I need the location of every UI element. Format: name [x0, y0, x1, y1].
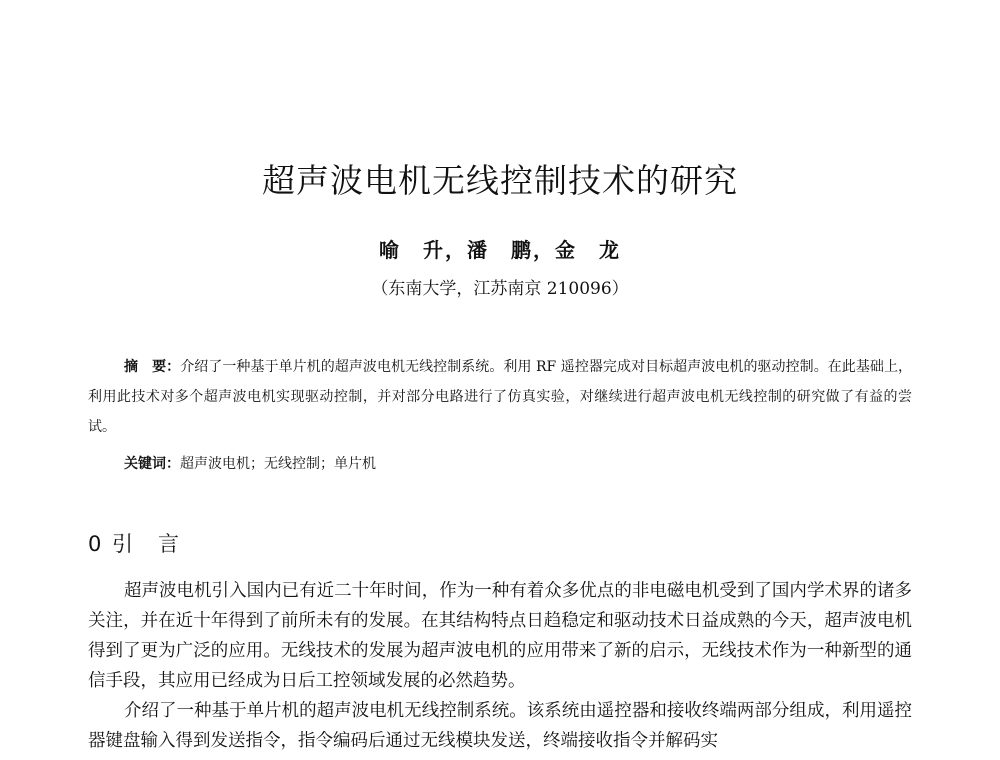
- abstract: [88, 352, 912, 442]
- body-paragraph: 超声波电机引入国内已有近二十年时间，作为一种有着众多优点的非电磁电机受到了国内学术界的诸多关注，并在近十年得到了前所未有的发展。在其结构特点日趋稳定和驱动技术日益成熟的今天，超声波电机得到了更为广泛的应用。无线技术的发展为超声波电机的应用带来了新的启示，无线技术作为一种新型的通信手段，其应用已经成为日后工控领域发展的必然趋势。: [88, 581, 912, 691]
- section-heading-introduction: 0 引 言: [88, 532, 182, 556]
- body-paragraph: 介绍了一种基于单片机的超声波电机无线控制系统。该系统由遥控器和接收终端两部分组成，利用遥控器键盘输入得到发送指令，指令编码后通过无线模块发送，终端接收指令并解码实: [88, 701, 912, 751]
- author-affiliation: （东南大学，江苏南京 210096）: [371, 279, 629, 299]
- author-list: 喻 升，潘 鹏，金 龙: [379, 238, 621, 262]
- keywords: [124, 452, 912, 476]
- paper-title: 超声波电机无线控制技术的研究: [262, 161, 738, 200]
- keywords-text: 超声波电机；无线控制；单片机: [180, 456, 376, 472]
- keywords-label: 关键词：: [124, 456, 180, 472]
- abstract-label: 摘 要：: [124, 359, 181, 375]
- body-text: [88, 576, 912, 756]
- abstract-text: 介绍了一种基于单片机的超声波电机无线控制系统。利用 RF 遥控器完成对目标超声波电机的驱动控制。在此基础上，利用此技术对多个超声波电机实现驱动控制，并对部分电路进行了仿真实验，对继续进行超声波电机无线控制的研究做了有益的尝试。: [88, 359, 913, 435]
